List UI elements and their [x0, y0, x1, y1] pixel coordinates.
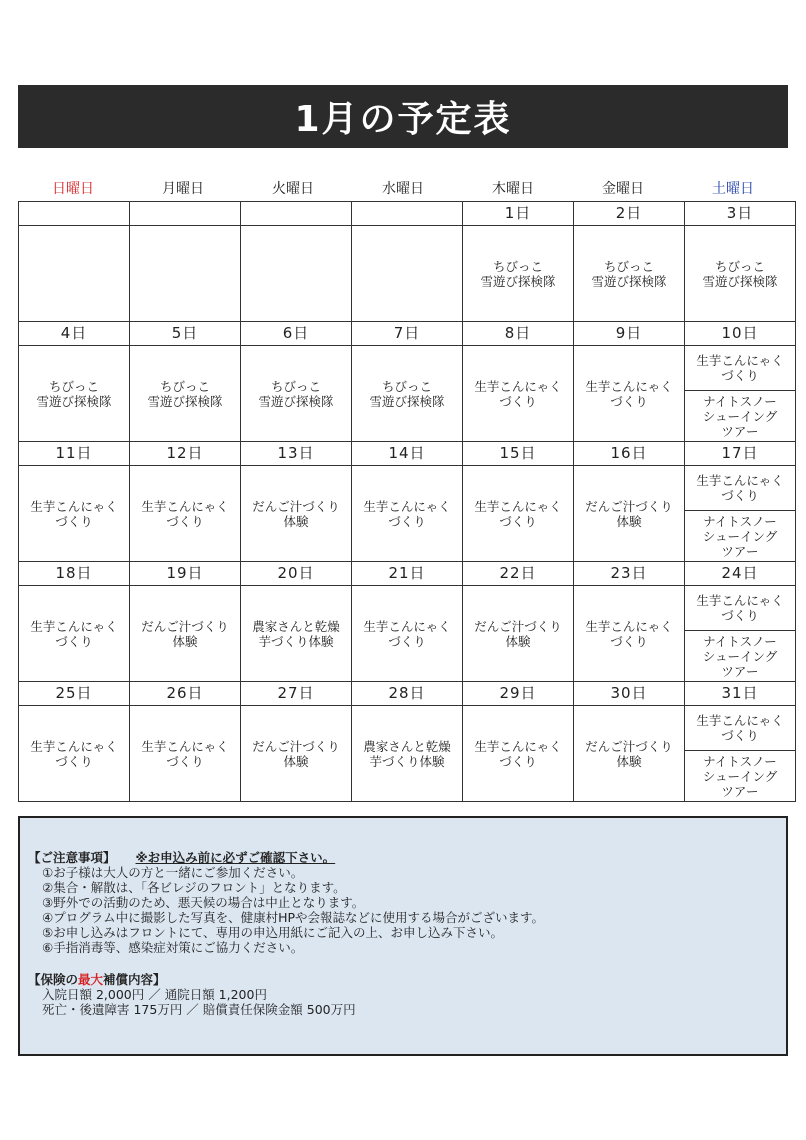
date-cell: 8日: [463, 322, 574, 346]
event-cell: [574, 226, 685, 322]
event-label: だんご汁づくり 体験: [141, 618, 229, 649]
note-item: ④プログラム中に撮影した写真を、健康村HPや会報誌などに使用する場合がございます。: [42, 910, 545, 925]
event-label: 生芋こんにゃく づくり: [685, 706, 795, 751]
event-row: [19, 586, 796, 682]
insurance-prefix: 【保険の: [28, 972, 79, 987]
insurance-suffix: 補償内容】: [103, 972, 166, 987]
event-cell: [241, 466, 352, 562]
event-cell: [19, 586, 130, 682]
event-label: 農家さんと乾燥 芋づくり体験: [363, 738, 451, 769]
date-cell: 25日: [19, 682, 130, 706]
date-cell: 19日: [130, 562, 241, 586]
date-cell: 22日: [463, 562, 574, 586]
event-label: 生芋こんにゃく づくり: [474, 378, 562, 409]
date-cell: 20日: [241, 562, 352, 586]
date-cell: 16日: [574, 442, 685, 466]
date-cell: 21日: [352, 562, 463, 586]
event-label: ちびっこ 雪遊び探検隊: [369, 378, 445, 409]
event-label: だんご汁づくり 体験: [474, 618, 562, 649]
notes-header: [28, 850, 778, 865]
date-cell: [130, 202, 241, 226]
date-cell: 3日: [685, 202, 796, 226]
event-row: [19, 466, 796, 562]
weekday-monday: 月曜日: [162, 181, 204, 197]
event-cell: [574, 586, 685, 682]
event-label: 生芋こんにゃく づくり: [30, 618, 118, 649]
event-label: 生芋こんにゃく づくり: [585, 378, 673, 409]
event-cell: [685, 706, 796, 802]
event-cell: [241, 706, 352, 802]
date-cell: 2日: [574, 202, 685, 226]
event-cell: [685, 466, 796, 562]
date-cell: 23日: [574, 562, 685, 586]
insurance-highlight: 最大: [78, 972, 104, 987]
date-row: [19, 322, 796, 346]
event-label: ナイトスノー シューイング ツアー: [702, 633, 778, 679]
event-label: 生芋こんにゃく づくり: [685, 346, 795, 391]
date-cell: 31日: [685, 682, 796, 706]
event-cell: [352, 226, 463, 322]
note-item: ③野外での活動のため、悪天候の場合は中止となります。: [42, 895, 365, 910]
date-cell: 26日: [130, 682, 241, 706]
event-label: 生芋こんにゃく づくり: [30, 738, 118, 769]
event-label: ちびっこ 雪遊び探検隊: [36, 378, 112, 409]
event-cell: [352, 706, 463, 802]
event-cell: [685, 226, 796, 322]
event-cell: [463, 346, 574, 442]
event-cell: [463, 226, 574, 322]
event-cell: [130, 346, 241, 442]
event-label: 生芋こんにゃく づくり: [30, 498, 118, 529]
event-cell: [19, 706, 130, 802]
date-cell: [19, 202, 130, 226]
event-cell: [130, 226, 241, 322]
event-cell: [574, 346, 685, 442]
event-cell: [574, 706, 685, 802]
note-item: ⑥手指消毒等、感染症対策にご協力ください。: [42, 940, 304, 955]
event-row: [19, 226, 796, 322]
event-cell: [352, 466, 463, 562]
event-label: 生芋こんにゃく づくり: [474, 738, 562, 769]
event-label: ちびっこ 雪遊び探検隊: [591, 258, 667, 289]
event-row: [19, 706, 796, 802]
event-cell: [463, 586, 574, 682]
event-cell: [352, 586, 463, 682]
insurance-header: [28, 972, 778, 987]
date-cell: 5日: [130, 322, 241, 346]
notes-warning: ※お申込み前に必ずご確認下さい。: [135, 850, 336, 865]
note-item: ⑤お申し込みはフロントにて、専用の申込用紙にご記入の上、お申し込み下さい。: [42, 925, 503, 940]
weekday-wednesday: 水曜日: [382, 181, 424, 197]
event-cell: [241, 226, 352, 322]
event-label: だんご汁づくり 体験: [585, 738, 673, 769]
event-label: ナイトスノー シューイング ツアー: [702, 753, 778, 799]
note-item: ①お子様は大人の方と一緒にご参加ください。: [42, 865, 304, 880]
weekday-header: [18, 178, 788, 198]
event-cell: [685, 346, 796, 442]
date-cell: [241, 202, 352, 226]
event-cell: [241, 586, 352, 682]
weekday-saturday: 土曜日: [712, 181, 754, 197]
event-cell: [463, 466, 574, 562]
date-cell: 14日: [352, 442, 463, 466]
insurance-line: 死亡・後遺障害 175万円 ／ 賠償責任保険金額 500万円: [42, 1002, 356, 1017]
event-cell: [352, 346, 463, 442]
event-cell: [130, 706, 241, 802]
notes-title: 【ご注意事項】: [28, 850, 116, 865]
event-label: 生芋こんにゃく づくり: [363, 618, 451, 649]
date-row: [19, 442, 796, 466]
event-row: [19, 346, 796, 442]
date-cell: 17日: [685, 442, 796, 466]
event-label: 生芋こんにゃく づくり: [585, 618, 673, 649]
weekday-tuesday: 火曜日: [272, 181, 314, 197]
event-label: 生芋こんにゃく づくり: [474, 498, 562, 529]
date-cell: 30日: [574, 682, 685, 706]
event-label: 生芋こんにゃく づくり: [141, 498, 229, 529]
date-row: [19, 682, 796, 706]
event-label: ナイトスノー シューイング ツアー: [702, 393, 778, 439]
date-cell: 13日: [241, 442, 352, 466]
date-cell: 24日: [685, 562, 796, 586]
event-cell: [19, 226, 130, 322]
date-cell: 29日: [463, 682, 574, 706]
event-label: だんご汁づくり 体験: [252, 498, 340, 529]
event-label: だんご汁づくり 体験: [252, 738, 340, 769]
event-label: 生芋こんにゃく づくり: [141, 738, 229, 769]
date-cell: 12日: [130, 442, 241, 466]
event-cell: [241, 346, 352, 442]
date-cell: 6日: [241, 322, 352, 346]
event-label: だんご汁づくり 体験: [585, 498, 673, 529]
event-label: ちびっこ 雪遊び探検隊: [702, 258, 778, 289]
event-label: 生芋こんにゃく づくり: [685, 466, 795, 511]
event-cell: [19, 466, 130, 562]
date-cell: 15日: [463, 442, 574, 466]
date-cell: 7日: [352, 322, 463, 346]
insurance-line: 入院日額 2,000円 ／ 通院日額 1,200円: [42, 987, 267, 1002]
event-cell: [463, 706, 574, 802]
date-cell: [352, 202, 463, 226]
date-cell: 18日: [19, 562, 130, 586]
event-label: ナイトスノー シューイング ツアー: [702, 513, 778, 559]
date-cell: 11日: [19, 442, 130, 466]
date-cell: 10日: [685, 322, 796, 346]
event-cell: [130, 586, 241, 682]
date-cell: 27日: [241, 682, 352, 706]
notes-panel: [18, 816, 788, 1056]
date-cell: 28日: [352, 682, 463, 706]
event-label: 生芋こんにゃく づくり: [685, 586, 795, 631]
page-title: 1月の予定表: [18, 85, 788, 148]
date-cell: 9日: [574, 322, 685, 346]
event-cell: [685, 586, 796, 682]
calendar-table: [18, 201, 796, 802]
event-cell: [130, 466, 241, 562]
weekday-sunday: 日曜日: [52, 181, 94, 197]
event-label: ちびっこ 雪遊び探検隊: [147, 378, 223, 409]
event-label: ちびっこ 雪遊び探検隊: [480, 258, 556, 289]
date-row: [19, 562, 796, 586]
date-row: [19, 202, 796, 226]
weekday-friday: 金曜日: [602, 181, 644, 197]
event-cell: [19, 346, 130, 442]
date-cell: 4日: [19, 322, 130, 346]
date-cell: 1日: [463, 202, 574, 226]
event-label: 農家さんと乾燥 芋づくり体験: [252, 618, 340, 649]
note-item: ②集合・解散は、「各ビレジのフロント」となります。: [42, 880, 346, 895]
event-label: 生芋こんにゃく づくり: [363, 498, 451, 529]
weekday-thursday: 木曜日: [492, 181, 534, 197]
event-label: ちびっこ 雪遊び探検隊: [258, 378, 334, 409]
event-cell: [574, 466, 685, 562]
